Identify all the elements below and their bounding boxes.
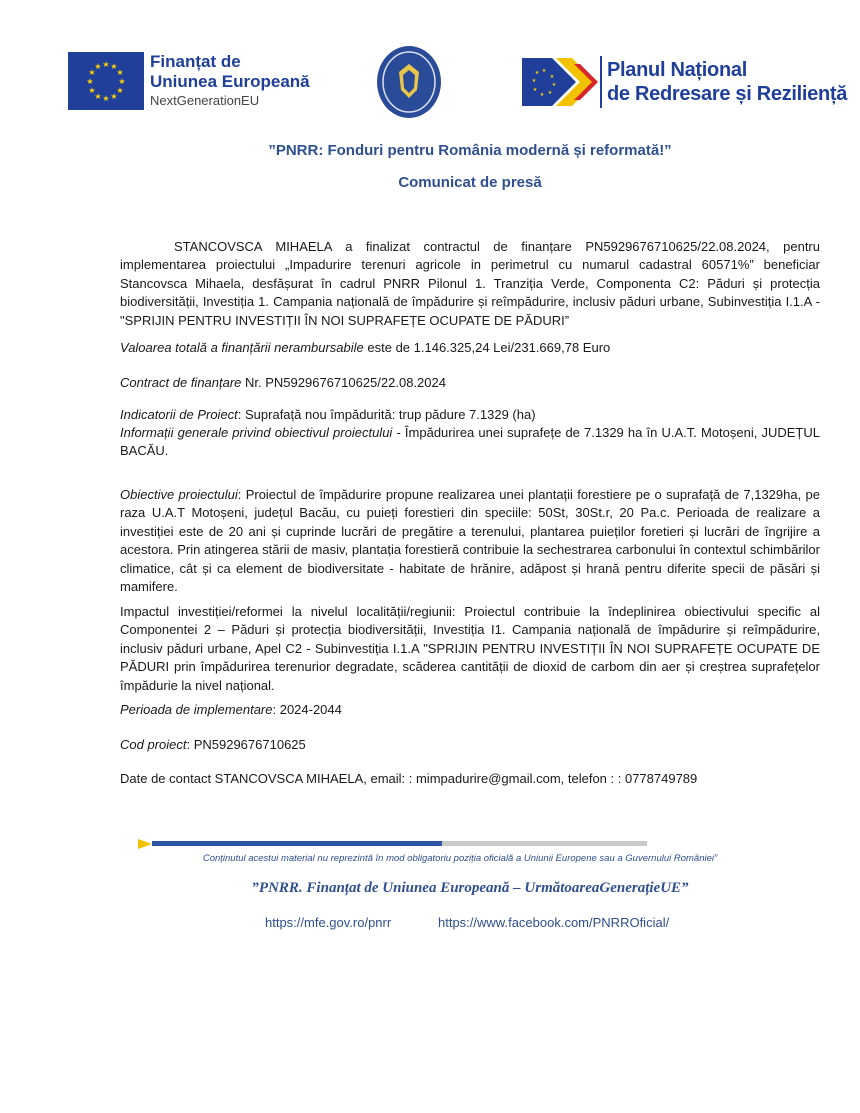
pnrr-line2: de Redresare și Reziliență: [607, 83, 848, 105]
footer-bar-blue: [152, 841, 442, 846]
svg-text:★: ★: [88, 86, 96, 95]
code-text: : PN5929676710625: [186, 737, 306, 752]
footer-bar-arrow: [138, 839, 152, 849]
eu-line2: Uniunea Europeană: [150, 72, 310, 91]
implementation-period: [120, 701, 820, 719]
info-text: - Împădurirea unei suprafețe de 7.1329 ha în U.A.T. Motoșeni, JUDEȚUL BACĂU.: [120, 425, 820, 459]
svg-text:★: ★: [102, 60, 110, 69]
info-label: Informații generale privind obiectivul proiectului: [120, 425, 393, 440]
svg-text:★: ★: [116, 68, 124, 77]
eu-flag-icon: [68, 52, 144, 110]
pnrr-label: [607, 58, 847, 106]
svg-text:★: ★: [547, 90, 553, 96]
footer-disclaimer: Conținutul acestui material nu reprezintă în mod obligatoriu poziția oficială a Uniunii Europene sau a Guvernului României”: [202, 853, 718, 864]
intro-paragraph: STANCOVSCA MIHAELA a finalizat contractul de finanțare PN5929676710625/22.08.2024, pentru implementarea proiectului „Impadurire terenuri agricole in perimetrul cu numarul cadastral 60571%” beneficiar Stancovsca Mihaela, desfășurat în cadrul PNRR Pilonul 1. Tranziția Verde, Componenta C2: Păduri și protecția biodiversității, Investiția 1. Campania națională de împădurire și reîmpădurire, inclusiv păduri urbane, Subinvestiția I.1.A - "SPRIJIN PENTRU INVESTIȚII ÎN NOI SUPRAFEȚE OCUPATE DE PĂDURI”: [120, 239, 820, 328]
svg-text:★: ★: [539, 92, 545, 98]
contract-number: [120, 374, 820, 392]
indicators-text: : Suprafață nou împădurită: trup pădure 7.1329 (ha): [237, 407, 536, 422]
svg-text:★: ★: [88, 68, 96, 77]
project-info: [120, 424, 820, 461]
svg-text:★: ★: [94, 62, 102, 71]
pnrr-logo-icon: [522, 58, 598, 106]
eu-funding-label: [150, 52, 310, 110]
press-release-heading: Comunicat de presă: [398, 174, 542, 191]
svg-text:★: ★: [102, 94, 110, 103]
svg-text:★: ★: [116, 86, 124, 95]
svg-text:★: ★: [541, 68, 547, 74]
svg-text:★: ★: [532, 87, 538, 93]
project-objectives: [120, 486, 820, 596]
period-text: : 2024-2044: [272, 702, 342, 717]
svg-text:★: ★: [110, 62, 118, 71]
svg-text:★: ★: [118, 77, 126, 86]
contract-label: Contract de finanțare: [120, 375, 242, 390]
contact-details: Date de contact STANCOVSCA MIHAELA, email: : mimpadurire@gmail.com, telefon : : 0778749789: [120, 771, 698, 786]
mfe-link[interactable]: https://mfe.gov.ro/pnrr: [265, 915, 392, 930]
funding-value-text: este de 1.146.325,24 Lei/231.669,78 Euro: [363, 340, 611, 355]
svg-text:★: ★: [94, 92, 102, 101]
indicators-label: Indicatorii de Proiect: [120, 407, 238, 422]
government-seal-icon: [375, 44, 443, 120]
svg-text:★: ★: [549, 74, 555, 80]
svg-text:★: ★: [110, 92, 118, 101]
svg-text:★: ★: [86, 77, 94, 86]
slogan-title: ”PNRR: Fonduri pentru România modernă și reformată!”: [268, 142, 672, 159]
eu-line1: Finanțat de: [150, 52, 241, 71]
code-label: Cod proiect: [120, 737, 187, 752]
footer-title: ”PNRR. Finanțat de Uniunea Europeană – UrmătoareaGenerațieUE”: [251, 880, 689, 896]
svg-text:★: ★: [531, 78, 537, 84]
contract-text: Nr. PN5929676710625/22.08.2024: [241, 375, 446, 390]
pnrr-line1: Planul Național: [607, 59, 747, 81]
footer-bar-grey: [442, 841, 647, 846]
facebook-link[interactable]: https://www.facebook.com/PNRROficial/: [438, 915, 670, 930]
pnrr-logo-divider: [600, 56, 602, 108]
project-code: [120, 736, 820, 754]
period-label: Perioada de implementare: [120, 702, 273, 717]
svg-text:★: ★: [534, 70, 540, 76]
eu-line3: NextGenerationEU: [150, 93, 260, 108]
objectives-label: Obiective proiectului: [120, 487, 238, 502]
project-indicators: [120, 406, 820, 424]
impact-paragraph: Impactul investiției/reformei la nivelul localității/regiunii: Proiectul contribuie la îndeplinirea obiectivului specific al Componentei 2 – Păduri și protecția biodiversității, Investiția I1. Campania națională de împădurire și reîmpădurire, inclusiv păduri urbane, Apel C2 - Subinvestiția I.1.A "SPRIJIN PENTRU INVESTIȚII ÎN NOI SUPRAFEȚE OCUPATE DE PĂDURI prin împădurirea terenurior degradate, scăderea cantității de dioxid de carbom din aer și creștrea suprafețelor împădurie la nivel național.: [120, 604, 820, 693]
funding-value: [120, 339, 820, 357]
funding-value-label: Valoarea totală a finanțării nerambursabile: [120, 340, 364, 355]
objectives-text: : Proiectul de împădurire propune realizarea unei plantații forestiere pe o suprafață de 7,1329ha, pe raza U.A.T Motoșeni, județul Bacău, cu puieți forestieri din speciile: 50St, 30St.r, 20 Pa.c. Perioada de realizare a investiției este de 20 ani și cuprinde lucrări de pregătire a terenului, plantarea puieților foretieri și lucrări de îngrijire a acestora. Prin atingerea stării de masiv, plantația forestieră contribuie la sechestrarea carbonului în contextul schimbărilor climatice, cât și ca element de biodiversitate - habitate de hrănire, adăpost și hrană pentru diferite specii de păsări și mamifere.: [120, 487, 820, 595]
svg-text:★: ★: [551, 82, 557, 88]
